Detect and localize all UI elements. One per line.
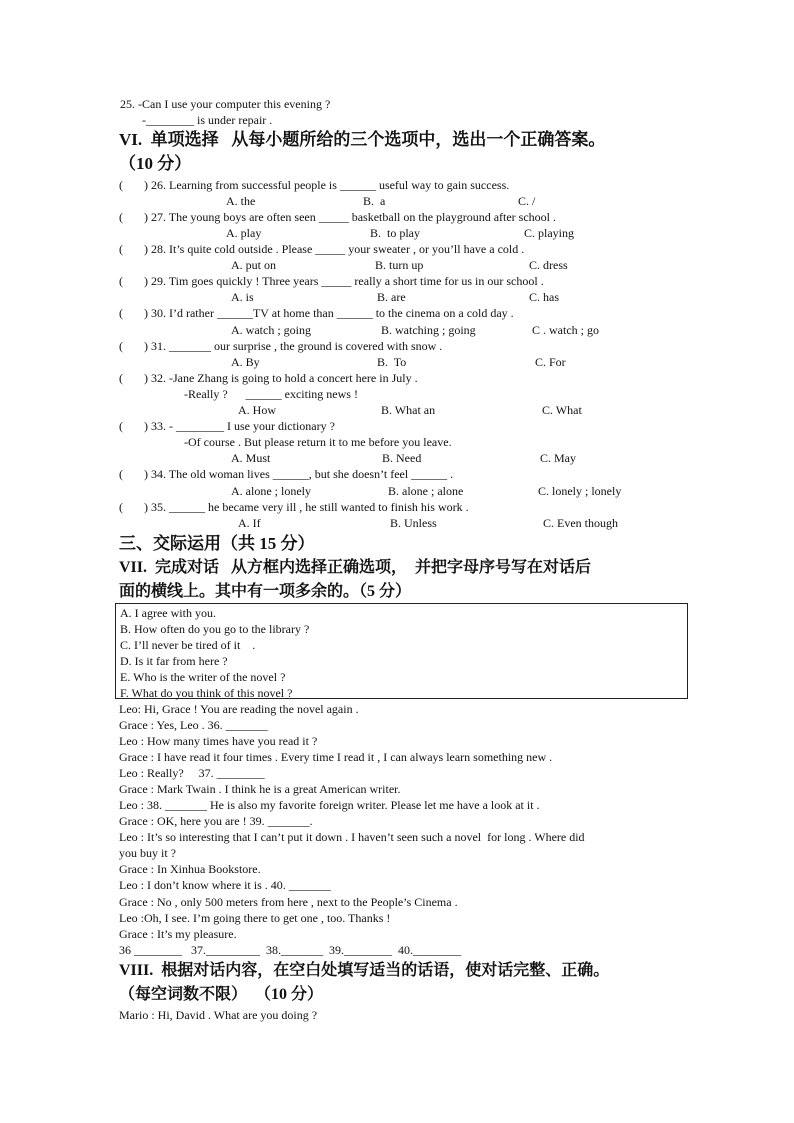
q32-option-c: C. What xyxy=(542,403,582,417)
q28-choices xyxy=(0,258,794,272)
q29-choices xyxy=(0,290,794,304)
q28-option-a: A. put on xyxy=(231,258,276,272)
q35-stem: ( ) 35. ______ he became very ill , he still wanted to finish his work . xyxy=(119,500,469,514)
section7-title-line1: VII. 完成对话 从方框内选择正确选项， 并把字母序号写在对话后 xyxy=(119,559,592,576)
option-f: F. What do you think of this novel ? xyxy=(120,686,293,700)
q26-option-b: B. a xyxy=(363,194,386,208)
section8-first-line: Mario : Hi, David . What are you doing ? xyxy=(119,1008,318,1022)
q31-stem: ( ) 31. _______ our surprise , the ground is covered with snow . xyxy=(119,339,443,353)
dialogue-line: Grace : Mark Twain . I think he is a great American writer. xyxy=(119,782,401,796)
dialogue-line: Leo : I don’t know where it is . 40. _______ xyxy=(119,878,331,892)
q32-choices xyxy=(0,403,794,417)
q25-line1: 25. -Can I use your computer this evening ? xyxy=(120,97,331,111)
section6-points: （10 分） xyxy=(119,154,192,173)
dialogue-line: you buy it ? xyxy=(119,846,176,860)
dialogue-line: Leo : 38. _______ He is also my favorite foreign writer. Please let me have a look at it . xyxy=(119,798,540,812)
q27-option-b: B. to play xyxy=(370,226,420,240)
q32-stem: ( ) 32. -Jane Zhang is going to hold a concert here in July . xyxy=(119,371,418,385)
q33-stem-2: -Of course . But please return it to me before you leave. xyxy=(184,435,452,449)
q30-stem: ( ) 30. I’d rather ______TV at home than ______ to the cinema on a cold day . xyxy=(119,306,514,320)
q32-option-b: B. What an xyxy=(381,403,436,417)
q31-option-c: C. For xyxy=(535,355,566,369)
q28-option-c: C. dress xyxy=(529,258,568,272)
option-d: D. Is it far from here ? xyxy=(120,654,228,668)
q35-choices xyxy=(0,516,794,530)
q29-option-b: B. are xyxy=(377,290,406,304)
q35-option-c: C. Even though xyxy=(543,516,618,530)
dialogue-line: Grace : Yes, Leo . 36. _______ xyxy=(119,718,268,732)
q30-option-a: A. watch ; going xyxy=(231,323,311,337)
dialogue-line: Leo :Oh, I see. I’m going there to get one , too. Thanks ! xyxy=(119,911,391,925)
q27-option-c: C. playing xyxy=(524,226,574,240)
dialogue-line: Leo : It’s so interesting that I can’t put it down . I haven’t seen such a novel for long . Where did xyxy=(119,830,585,844)
section8-title-line1: VIII. 根据对话内容，在空白处填写适当的话语，使对话完整、正确。 xyxy=(119,962,610,979)
section8-title-line2: （每空词数不限） （10 分） xyxy=(119,986,324,1003)
q28-stem: ( ) 28. It’s quite cold outside . Please _____ your sweater , or you’ll have a cold . xyxy=(119,242,525,256)
option-c: C. I’ll never be tired of it . xyxy=(120,638,256,652)
q31-option-a: A. By xyxy=(231,355,260,369)
dialogue-line: Leo: Hi, Grace ! You are reading the novel again . xyxy=(119,702,359,716)
part3-title: 三、交际运用（共 15 分） xyxy=(119,534,315,553)
section7-title-line2: 面的横线上。其中有一项多余的。（5 分） xyxy=(119,583,412,600)
q26-stem: ( ) 26. Learning from successful people is ______ useful way to gain success. xyxy=(119,178,510,192)
dialogue-line: Leo : How many times have you read it ? xyxy=(119,734,318,748)
option-b: B. How often do you go to the library ? xyxy=(120,622,310,636)
q33-choices xyxy=(0,451,794,465)
q26-choices xyxy=(0,194,794,208)
dialogue-line: Grace : I have read it four times . Every time I read it , I can always learn something new . xyxy=(119,750,553,764)
q30-option-c: C . watch ; go xyxy=(532,323,599,337)
dialogue-line: Leo : Really? 37. ________ xyxy=(119,766,265,780)
dialogue-line: Grace : It’s my pleasure. xyxy=(119,927,237,941)
q33-stem: ( ) 33. - ________ I use your dictionary ? xyxy=(119,419,335,433)
q34-stem: ( ) 34. The old woman lives ______, but she doesn’t feel ______ . xyxy=(119,467,454,481)
q31-choices xyxy=(0,355,794,369)
dialogue-line: Grace : OK, here you are ! 39. _______. xyxy=(119,814,313,828)
q34-option-b: B. alone ; alone xyxy=(388,484,464,498)
q29-option-a: A. is xyxy=(231,290,254,304)
dialogue-line: Grace : No , only 500 meters from here , next to the People’s Cinema . xyxy=(119,895,458,909)
q34-option-c: C. lonely ; lonely xyxy=(538,484,622,498)
q25-line2: -________ is under repair . xyxy=(142,113,273,127)
q35-option-a: A. If xyxy=(238,516,261,530)
option-e: E. Who is the writer of the novel ? xyxy=(120,670,286,684)
q32-option-a: A. How xyxy=(238,403,276,417)
q32-stem-2: -Really ? ______ exciting news ! xyxy=(184,387,358,401)
q27-option-a: A. play xyxy=(226,226,262,240)
q29-stem: ( ) 29. Tim goes quickly ! Three years _____ really a short time for us in our school . xyxy=(119,274,544,288)
option-a: A. I agree with you. xyxy=(120,606,216,620)
options-box xyxy=(115,603,688,699)
q33-option-a: A. Must xyxy=(231,451,271,465)
q27-stem: ( ) 27. The young boys are often seen _____ basketball on the playground after school . xyxy=(119,210,557,224)
q31-option-b: B. To xyxy=(377,355,407,369)
section6-title: VI. 单项选择 从每小题所给的三个选项中，选出一个正确答案。 xyxy=(119,130,606,149)
q26-option-a: A. the xyxy=(226,194,256,208)
q27-choices xyxy=(0,226,794,240)
q33-option-b: B. Need xyxy=(382,451,422,465)
q34-option-a: A. alone ; lonely xyxy=(231,484,311,498)
q33-option-c: C. May xyxy=(540,451,576,465)
q29-option-c: C. has xyxy=(529,290,559,304)
q35-option-b: B. Unless xyxy=(390,516,437,530)
answer-blanks-line: 36 ________ 37._________ 38._______ 39.________ 40.________ xyxy=(119,943,461,957)
q30-choices xyxy=(0,323,794,337)
q34-choices xyxy=(0,484,794,498)
q26-option-c: C. / xyxy=(518,194,536,208)
q30-option-b: B. watching ; going xyxy=(381,323,476,337)
q28-option-b: B. turn up xyxy=(375,258,424,272)
dialogue-line: Grace : In Xinhua Bookstore. xyxy=(119,862,261,876)
